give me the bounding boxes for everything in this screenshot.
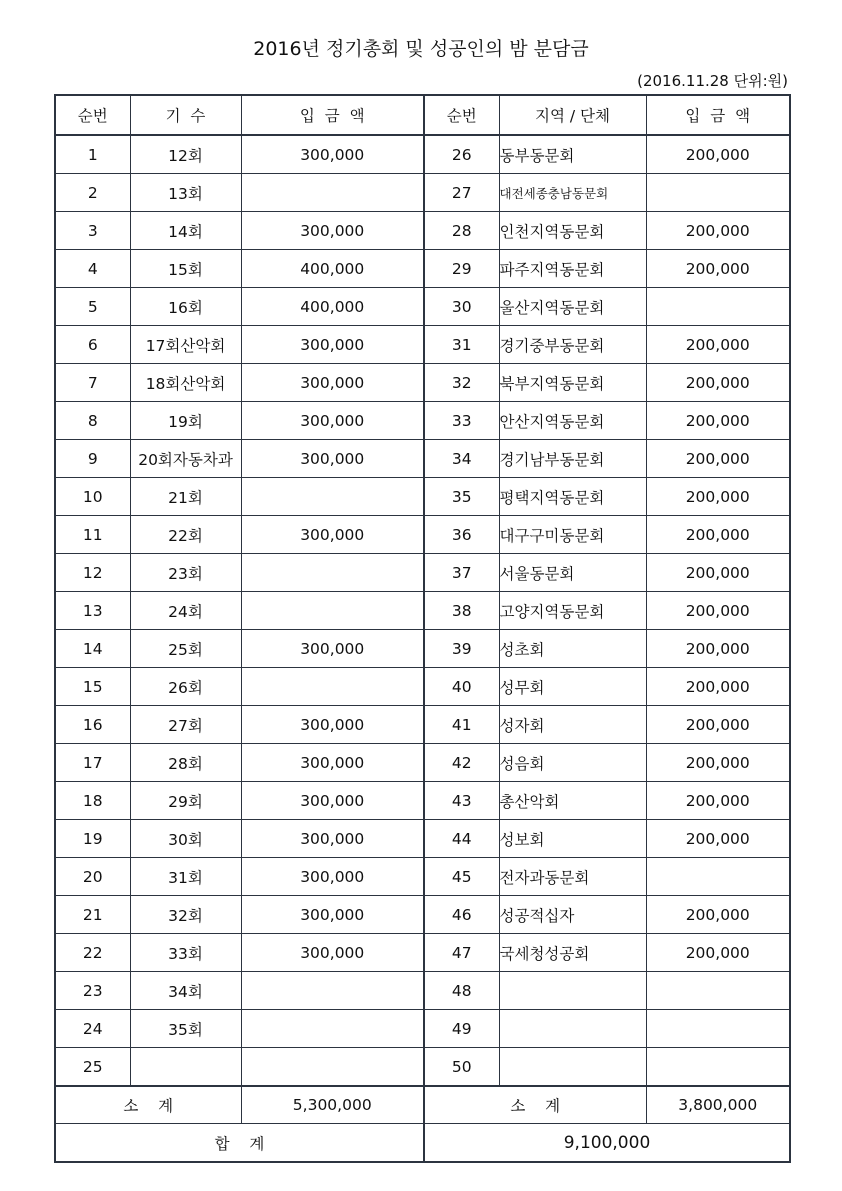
table-row — [55, 516, 790, 554]
subtotal-left-label: 소 계 — [55, 1086, 241, 1124]
row-right-org: 경기중부동문회 — [499, 326, 646, 364]
row-left-no: 24 — [55, 1010, 130, 1048]
row-left-amount — [241, 972, 424, 1010]
row-right-org: 경기남부동문회 — [499, 440, 646, 478]
row-right-org: 성초회 — [499, 630, 646, 668]
row-left-amount: 300,000 — [241, 440, 424, 478]
row-right-no: 35 — [424, 478, 499, 516]
row-left-amount: 300,000 — [241, 402, 424, 440]
row-right-amount: 200,000 — [646, 135, 790, 174]
row-right-org: 성무회 — [499, 668, 646, 706]
row-right-amount — [646, 288, 790, 326]
table-row — [55, 858, 790, 896]
header-left-no: 순번 — [55, 95, 130, 135]
header-row — [55, 95, 790, 135]
table-row — [55, 174, 790, 212]
row-right-org: 총산악회 — [499, 782, 646, 820]
row-left-no: 18 — [55, 782, 130, 820]
row-left-amount: 400,000 — [241, 250, 424, 288]
row-left-class: 16회 — [130, 288, 241, 326]
row-right-no: 33 — [424, 402, 499, 440]
row-right-org: 성공적십자 — [499, 896, 646, 934]
row-right-no: 34 — [424, 440, 499, 478]
table-row — [55, 630, 790, 668]
row-right-org: 울산지역동문회 — [499, 288, 646, 326]
document-title: 2016년 정기총회 및 성공인의 밤 분담금 — [253, 38, 589, 60]
row-right-amount: 200,000 — [646, 440, 790, 478]
row-left-class: 18회산악회 — [130, 364, 241, 402]
row-left-amount: 300,000 — [241, 820, 424, 858]
row-left-class: 23회 — [130, 554, 241, 592]
row-left-no: 9 — [55, 440, 130, 478]
row-right-org: 북부지역동문회 — [499, 364, 646, 402]
row-right-amount: 200,000 — [646, 364, 790, 402]
row-left-no: 17 — [55, 744, 130, 782]
row-left-no: 4 — [55, 250, 130, 288]
subtotal-right-label: 소 계 — [424, 1086, 646, 1124]
subtotal-left-amount: 5,300,000 — [241, 1086, 424, 1124]
table-row — [55, 706, 790, 744]
row-left-class: 17회산악회 — [130, 326, 241, 364]
row-right-no: 27 — [424, 174, 499, 212]
row-left-amount — [241, 592, 424, 630]
row-left-class: 24회 — [130, 592, 241, 630]
row-left-amount: 300,000 — [241, 212, 424, 250]
table-row — [55, 934, 790, 972]
row-left-no: 3 — [55, 212, 130, 250]
row-right-org: 대전세종충남동문회 — [499, 174, 646, 212]
row-right-org: 대구구미동문회 — [499, 516, 646, 554]
row-right-amount: 200,000 — [646, 554, 790, 592]
row-left-class: 26회 — [130, 668, 241, 706]
row-left-class: 32회 — [130, 896, 241, 934]
row-left-no: 6 — [55, 326, 130, 364]
row-left-no: 15 — [55, 668, 130, 706]
row-right-amount: 200,000 — [646, 744, 790, 782]
subtotal-row — [55, 1086, 790, 1124]
row-right-amount: 200,000 — [646, 516, 790, 554]
row-right-amount: 200,000 — [646, 402, 790, 440]
row-right-no: 30 — [424, 288, 499, 326]
row-right-amount: 200,000 — [646, 706, 790, 744]
row-left-amount: 300,000 — [241, 706, 424, 744]
row-right-no: 32 — [424, 364, 499, 402]
row-left-class: 22회 — [130, 516, 241, 554]
row-right-no: 29 — [424, 250, 499, 288]
row-left-class: 29회 — [130, 782, 241, 820]
row-right-no: 40 — [424, 668, 499, 706]
row-right-org: 동부동문회 — [499, 135, 646, 174]
row-right-amount: 200,000 — [646, 478, 790, 516]
row-right-no: 31 — [424, 326, 499, 364]
row-left-no: 16 — [55, 706, 130, 744]
row-right-org: 평택지역동문회 — [499, 478, 646, 516]
table-row — [55, 820, 790, 858]
row-left-no: 8 — [55, 402, 130, 440]
row-right-org — [499, 1048, 646, 1087]
row-left-amount — [241, 668, 424, 706]
row-right-amount: 200,000 — [646, 212, 790, 250]
row-left-no: 5 — [55, 288, 130, 326]
row-right-org: 서울동문회 — [499, 554, 646, 592]
row-left-amount: 300,000 — [241, 135, 424, 174]
row-right-org: 안산지역동문회 — [499, 402, 646, 440]
row-right-org: 국세청성공회 — [499, 934, 646, 972]
row-left-class: 25회 — [130, 630, 241, 668]
row-right-amount: 200,000 — [646, 668, 790, 706]
row-left-class: 27회 — [130, 706, 241, 744]
table-row — [55, 1010, 790, 1048]
row-left-class: 19회 — [130, 402, 241, 440]
row-left-amount — [241, 478, 424, 516]
row-left-no: 11 — [55, 516, 130, 554]
row-left-amount: 300,000 — [241, 630, 424, 668]
header-right-no: 순번 — [424, 95, 499, 135]
row-right-amount: 200,000 — [646, 782, 790, 820]
row-right-org: 성음회 — [499, 744, 646, 782]
header-right-org: 지역 / 단체 — [499, 95, 646, 135]
row-left-amount — [241, 554, 424, 592]
row-right-amount: 200,000 — [646, 630, 790, 668]
row-left-class: 13회 — [130, 174, 241, 212]
row-left-no: 2 — [55, 174, 130, 212]
row-right-no: 45 — [424, 858, 499, 896]
row-left-no: 23 — [55, 972, 130, 1010]
table-row — [55, 668, 790, 706]
row-right-no: 26 — [424, 135, 499, 174]
row-left-amount: 300,000 — [241, 744, 424, 782]
row-left-amount: 300,000 — [241, 326, 424, 364]
contribution-table — [54, 94, 791, 1163]
row-right-amount: 200,000 — [646, 896, 790, 934]
row-right-no: 39 — [424, 630, 499, 668]
row-right-amount: 200,000 — [646, 250, 790, 288]
row-right-org: 인천지역동문회 — [499, 212, 646, 250]
header-right-amount: 입 금 액 — [646, 95, 790, 135]
row-right-no: 49 — [424, 1010, 499, 1048]
table-row — [55, 402, 790, 440]
table-row — [55, 592, 790, 630]
row-left-no: 20 — [55, 858, 130, 896]
row-left-no: 25 — [55, 1048, 130, 1087]
row-left-no: 10 — [55, 478, 130, 516]
table-row — [55, 1048, 790, 1087]
header-left-class: 기 수 — [130, 95, 241, 135]
row-left-amount — [241, 1048, 424, 1087]
row-right-amount: 200,000 — [646, 934, 790, 972]
row-right-no: 41 — [424, 706, 499, 744]
row-right-amount — [646, 1010, 790, 1048]
row-left-no: 13 — [55, 592, 130, 630]
table-row — [55, 135, 790, 174]
row-right-amount — [646, 858, 790, 896]
table-row — [55, 364, 790, 402]
row-right-amount: 200,000 — [646, 820, 790, 858]
row-right-org: 고양지역동문회 — [499, 592, 646, 630]
row-right-no: 36 — [424, 516, 499, 554]
row-left-class: 21회 — [130, 478, 241, 516]
row-left-class: 28회 — [130, 744, 241, 782]
row-right-org — [499, 972, 646, 1010]
row-left-amount: 300,000 — [241, 896, 424, 934]
row-left-class: 12회 — [130, 135, 241, 174]
table-row — [55, 326, 790, 364]
table-row — [55, 288, 790, 326]
subtotal-right-amount: 3,800,000 — [646, 1086, 790, 1124]
row-left-amount: 400,000 — [241, 288, 424, 326]
table-row — [55, 250, 790, 288]
table-row — [55, 478, 790, 516]
total-label: 합 계 — [55, 1124, 424, 1163]
row-right-org — [499, 1010, 646, 1048]
row-left-no: 7 — [55, 364, 130, 402]
row-left-class: 15회 — [130, 250, 241, 288]
row-left-class: 20회자동차과 — [130, 440, 241, 478]
row-left-no: 14 — [55, 630, 130, 668]
row-left-class — [130, 1048, 241, 1087]
row-right-amount — [646, 972, 790, 1010]
row-left-amount: 300,000 — [241, 516, 424, 554]
row-left-amount: 300,000 — [241, 858, 424, 896]
row-right-amount: 200,000 — [646, 592, 790, 630]
row-right-no: 37 — [424, 554, 499, 592]
table-row — [55, 782, 790, 820]
row-left-no: 19 — [55, 820, 130, 858]
table-row — [55, 212, 790, 250]
unit-note: (2016.11.28 단위:원) — [637, 72, 788, 90]
row-left-amount: 300,000 — [241, 364, 424, 402]
row-right-no: 28 — [424, 212, 499, 250]
row-left-amount: 300,000 — [241, 934, 424, 972]
row-right-org: 파주지역동문회 — [499, 250, 646, 288]
row-left-no: 21 — [55, 896, 130, 934]
table-row — [55, 896, 790, 934]
row-left-class: 31회 — [130, 858, 241, 896]
row-right-amount — [646, 174, 790, 212]
row-left-no: 22 — [55, 934, 130, 972]
row-right-no: 44 — [424, 820, 499, 858]
row-left-class: 30회 — [130, 820, 241, 858]
row-right-org: 성자회 — [499, 706, 646, 744]
row-left-no: 12 — [55, 554, 130, 592]
row-left-no: 1 — [55, 135, 130, 174]
row-right-no: 46 — [424, 896, 499, 934]
row-left-class: 14회 — [130, 212, 241, 250]
row-left-amount — [241, 174, 424, 212]
row-left-class: 35회 — [130, 1010, 241, 1048]
row-right-no: 47 — [424, 934, 499, 972]
row-right-no: 38 — [424, 592, 499, 630]
row-right-org: 성보회 — [499, 820, 646, 858]
row-left-class: 34회 — [130, 972, 241, 1010]
table-row — [55, 440, 790, 478]
table-row — [55, 972, 790, 1010]
row-right-no: 43 — [424, 782, 499, 820]
row-right-amount: 200,000 — [646, 326, 790, 364]
row-right-no: 50 — [424, 1048, 499, 1087]
total-row — [55, 1124, 790, 1163]
row-right-org: 전자과동문회 — [499, 858, 646, 896]
row-right-no: 42 — [424, 744, 499, 782]
row-left-amount — [241, 1010, 424, 1048]
header-left-amount: 입 금 액 — [241, 95, 424, 135]
total-amount: 9,100,000 — [424, 1124, 790, 1163]
row-right-amount — [646, 1048, 790, 1087]
row-left-class: 33회 — [130, 934, 241, 972]
table-row — [55, 744, 790, 782]
row-right-no: 48 — [424, 972, 499, 1010]
table-row — [55, 554, 790, 592]
row-left-amount: 300,000 — [241, 782, 424, 820]
